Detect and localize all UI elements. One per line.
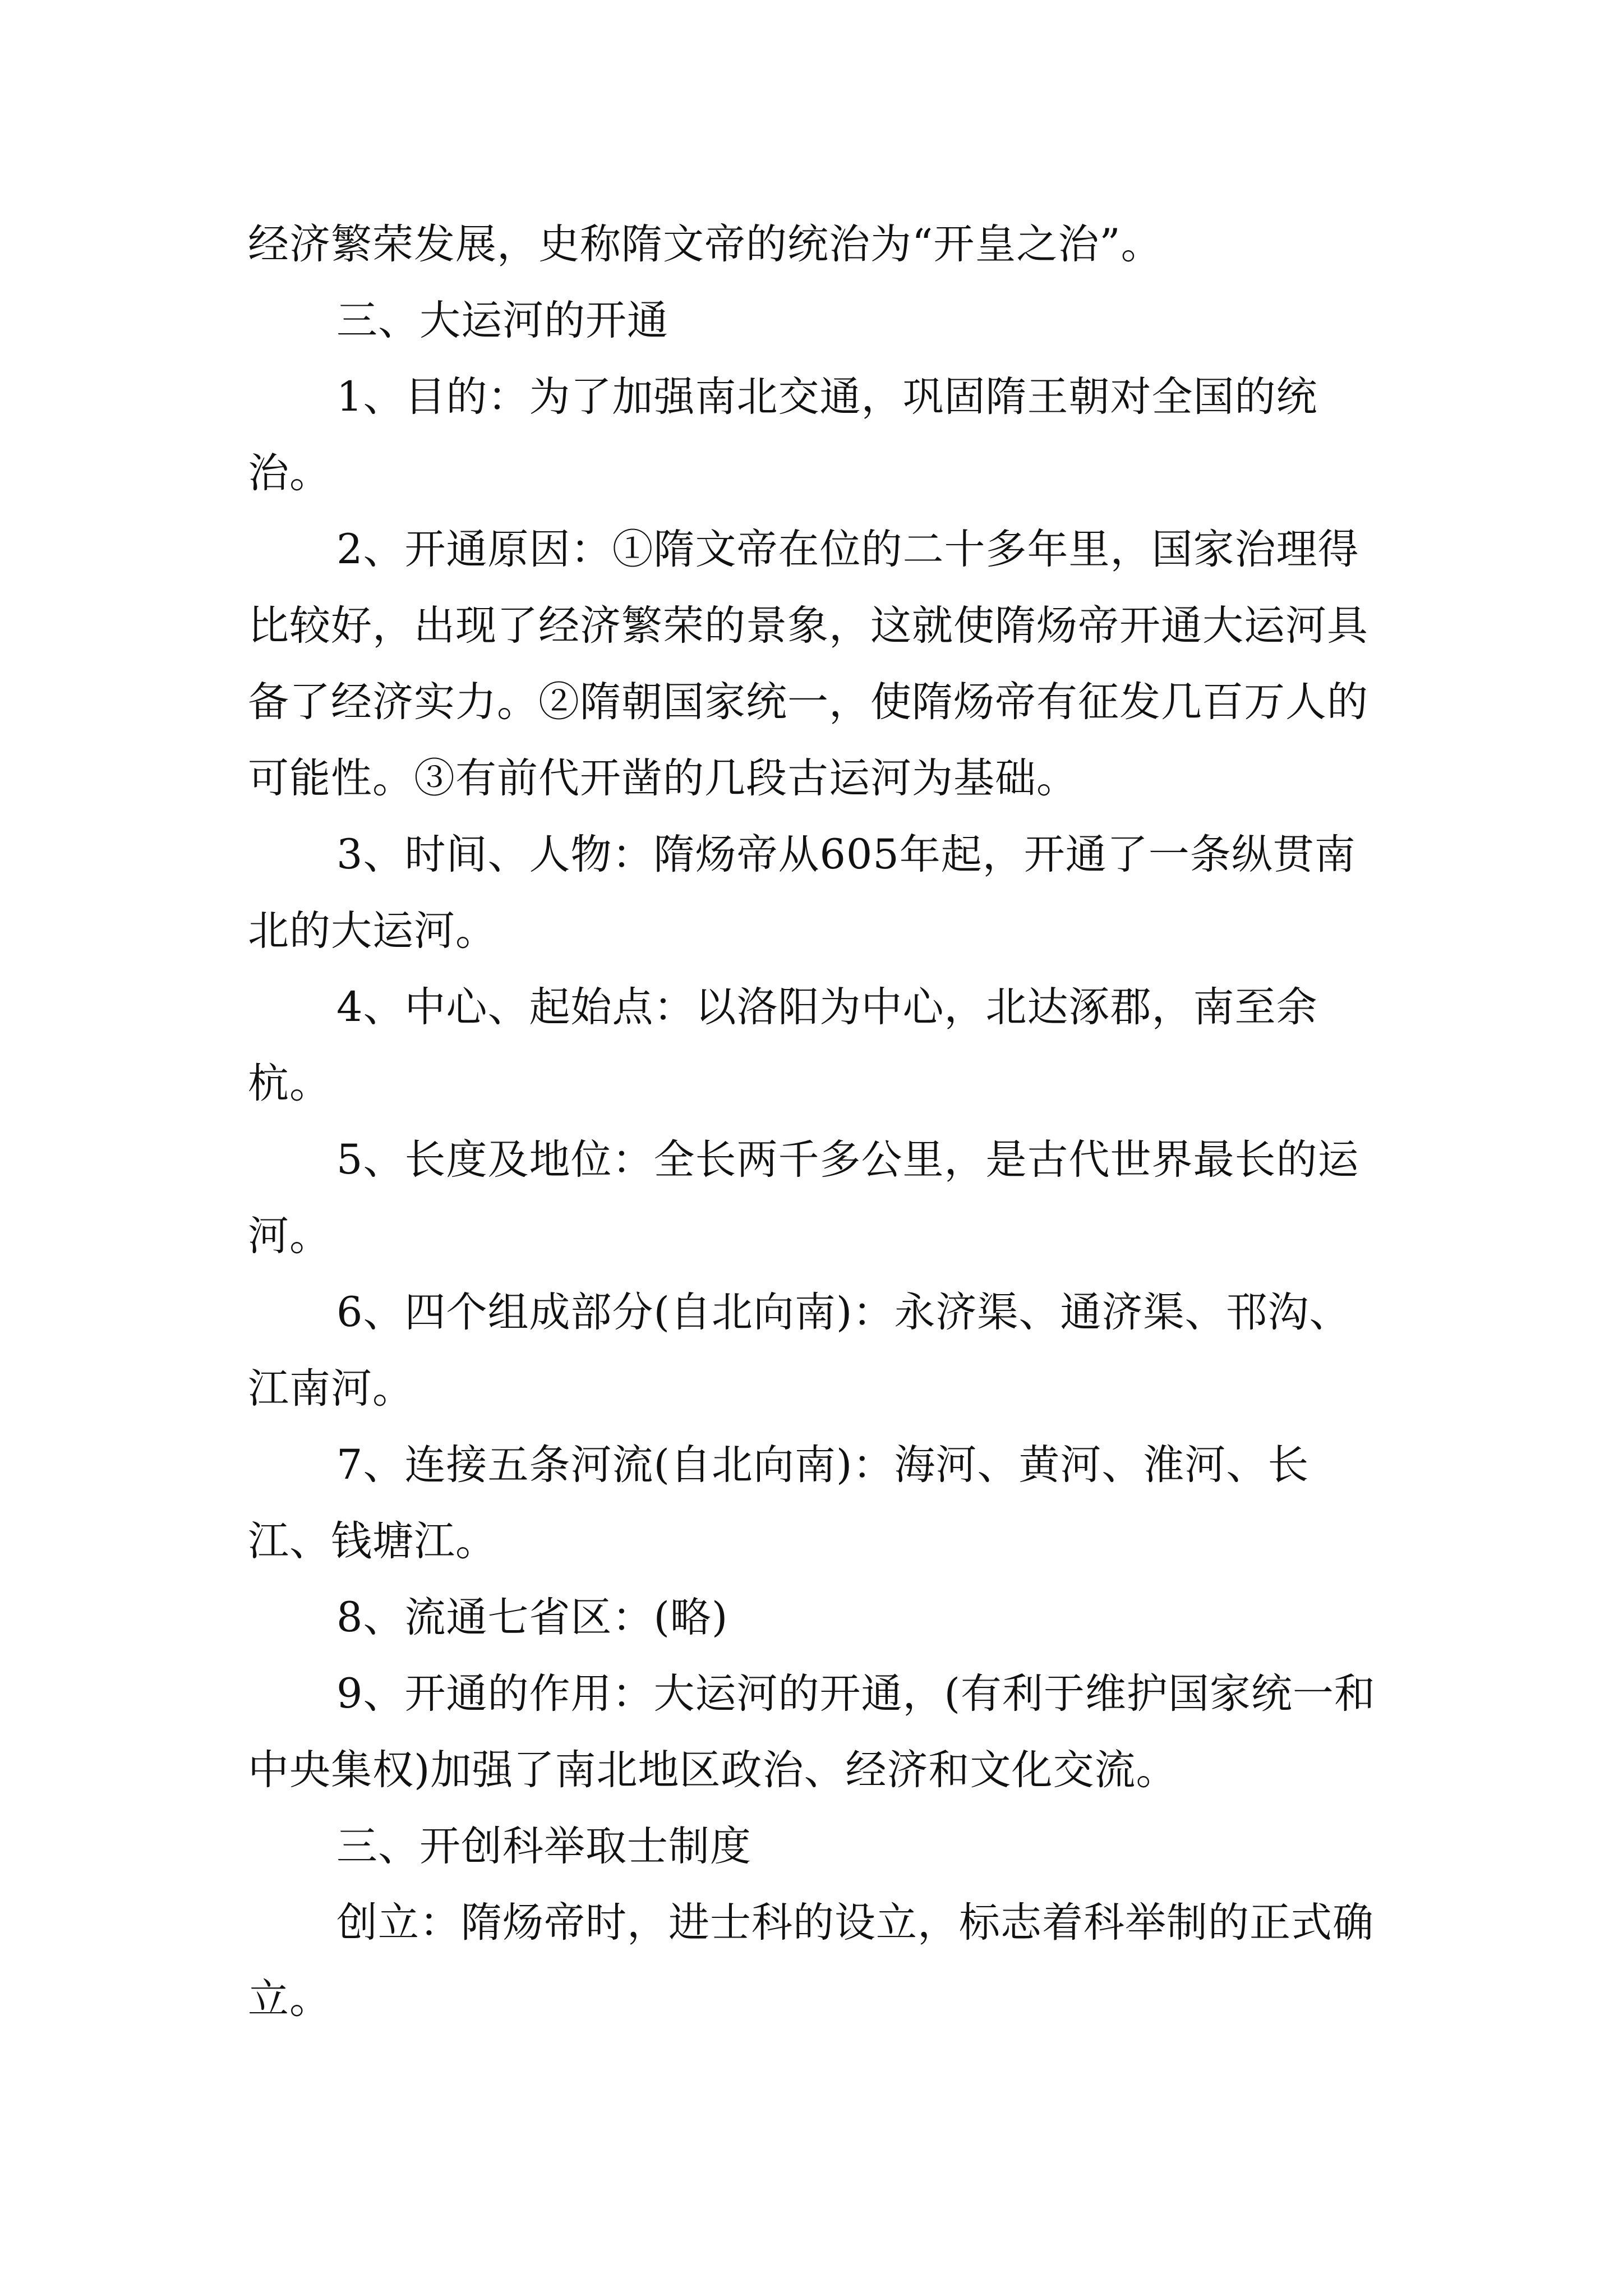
document-body [248,206,1387,2037]
paragraph-effects: 9、开通的作用：大运河的开通，(有利于维护国家统一和中央集权)加强了南北地区政治、经济和文化交流。 [248,1670,1376,1794]
paragraph-four-sections: 6、四个组成部分(自北向南)：永济渠、通济渠、邗沟、江南河。 [248,1289,1351,1412]
paragraph-time-person: 3、时间、人物：隋炀帝从605年起，开通了一条纵贯南北的大运河。 [248,831,1356,955]
paragraph-length-status: 5、长度及地位：全长两千多公里，是古代世界最长的运河。 [248,1136,1359,1260]
paragraph-continuation: 经济繁荣发展，史称隋文帝的统治为“开皇之治”。 [248,220,1163,268]
paragraph-five-rivers: 7、连接五条河流(自北向南)：海河、黄河、淮河、长江、钱塘江。 [248,1441,1310,1565]
paragraph-establishment: 创立：隋炀帝时，进士科的设立，标志着科举制的正式确立。 [248,1899,1374,2023]
paragraph-seven-provinces: 8、流通七省区：(略) [336,1594,728,1641]
paragraph-reasons: 2、开通原因：①隋文帝在位的二十多年里，国家治理得比较好，出现了经济繁荣的景象，这就使隋炀帝开通大运河具备了经济实力。②隋朝国家统一，使隋炀帝有征发几百万人的可能性。③有前代开凿的几段古运河为基础。 [248,526,1368,802]
section-heading-grand-canal: 三、大运河的开通 [336,297,668,344]
paragraph-purpose: 1、目的：为了加强南北交通，巩固隋王朝对全国的统治。 [248,373,1318,497]
section-heading-imperial-exam: 三、开创科举取士制度 [336,1823,751,1870]
paragraph-center-endpoints: 4、中心、起始点：以洛阳为中心，北达涿郡，南至余杭。 [248,983,1318,1107]
